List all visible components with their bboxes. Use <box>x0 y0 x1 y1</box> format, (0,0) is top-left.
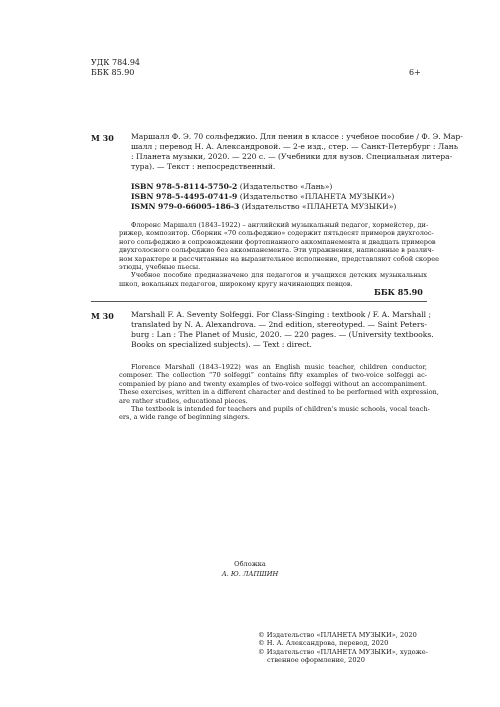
ru-annotation-line: рижер, композитор. Сборник «70 сольфеджио» содержит пятьдесят примеров двухголос- <box>119 229 434 238</box>
ru-annotation <box>119 221 440 288</box>
isbn-line <box>131 182 427 192</box>
en-annotation-line: The textbook is intended for teachers and pupils of children's music schools, vocal teach- <box>131 405 430 414</box>
en-annotation-line: composer. The collection “70 solfeggi” contains fifty examples of two-voice solfeggi ac- <box>119 371 427 380</box>
en-record-line: Books on specialized subjects). — Text : direct. <box>131 340 312 349</box>
en-annotation-line: These exercises, written in a different character and destined to be performed with expression, <box>119 388 439 397</box>
copyright-line: © Н. А. Александрова, перевод, 2020 <box>258 639 389 648</box>
en-bibliographic-record <box>131 310 434 350</box>
en-record-line: translated by N. A. Alexandrova. — 2nd edition, stereotyped. — Saint Peters- <box>131 320 427 329</box>
ru-record-line: Маршалл Ф. Э. 70 сольфеджио. Для пения в классе : учебное пособие / Ф. Э. Мар- <box>131 132 463 141</box>
en-annotation-line: Florence Marshall (1843–1922) was an English music teacher, children conductor, <box>131 363 427 371</box>
en-annotation-line: companied by piano and twenty examples of two-voice solfeggi without an accompaniment. <box>119 379 427 388</box>
ru-record-line: : Планета музыки, 2020. — 220 с. — (Учебники для вузов. Специальная литера- <box>131 152 453 161</box>
en-annotation-line: ers, a wide range of beginning singers. <box>119 413 250 422</box>
ru-annotation-line: ном характере и рассчитанные на выразительное исполнение, представляют собой скорее <box>119 254 440 263</box>
ismn-line <box>131 202 427 212</box>
copyright-block <box>258 631 433 665</box>
ru-record-line: тура). — Текст : непосредственный. <box>131 162 276 171</box>
isbn-line <box>131 192 427 202</box>
ismn-number: ISMN 979-0-66005-186-3 <box>131 202 240 211</box>
ru-annotation-line: Учебное пособие предназначено для педагогов и учащихся детских музыкальных <box>131 271 427 280</box>
ismn-publisher: (Издательство «ПЛАНЕТА МУЗЫКИ») <box>241 202 397 211</box>
copyright-line: ственное оформление, 2020 <box>267 656 365 665</box>
udc-code: УДК 784.94 <box>91 58 141 67</box>
en-record-line: burg : Lan : The Planet of Music, 2020. — 220 pages. — (University textbooks. <box>131 330 434 339</box>
cover-label: Обложка <box>234 560 266 568</box>
ru-bibliographic-record <box>131 132 463 172</box>
ru-record-code: М 30 <box>91 133 114 143</box>
isbn-number: ISBN 978-5-4495-0741-9 <box>131 192 238 201</box>
ru-annotation-line: школ, вокальных педагогов, широкому кругу начинающих певцов. <box>119 279 353 288</box>
ru-annotation-line: этюды, учебные пьесы. <box>119 263 201 272</box>
en-annotation <box>119 363 439 422</box>
en-record-line: Marshall F. A. Seventy Solfeggi. For Class-Singing : textbook / F. A. Marshall ; <box>131 310 432 319</box>
en-annotation-line: are rather studies, educational pieces. <box>119 396 248 405</box>
divider <box>91 301 427 302</box>
copyright-line: © Издательство «ПЛАНЕТА МУЗЫКИ», художе- <box>258 647 428 656</box>
age-rating: 6+ <box>409 68 421 77</box>
en-record-code: М 30 <box>91 311 114 321</box>
cover-author: А. Ю. ЛАПШИН <box>221 570 279 578</box>
ru-record-line: шалл ; перевод Н. А. Александровой. — 2-е изд., стер. — Санкт-Петербург : Лань <box>131 142 458 151</box>
ru-annotation-line: ного сольфеджио в сопровождении фортепианного аккомпанемента и двадцать примеров <box>119 237 436 246</box>
ru-annotation-line: Флоренс Маршалл (1843–1922) – английский музыкальный педагог, хормейстер, ди- <box>131 221 429 229</box>
ru-annotation-line: двухголосного сольфеджио без аккомпанемента. Эти упражнения, написанные в различ- <box>119 246 434 255</box>
ru-bbk-right: ББК 85.90 <box>374 287 423 297</box>
copyright-line: © Издательство «ПЛАНЕТА МУЗЫКИ», 2020 <box>258 631 417 639</box>
bbk-code: ББК 85.90 <box>91 68 135 77</box>
isbn-number: ISBN 978-5-8114-5750-2 <box>131 182 238 191</box>
isbn-list <box>131 182 427 212</box>
isbn-publisher: (Издательство «ПЛАНЕТА МУЗЫКИ») <box>239 192 395 201</box>
isbn-publisher: (Издательство «Лань») <box>239 182 333 191</box>
